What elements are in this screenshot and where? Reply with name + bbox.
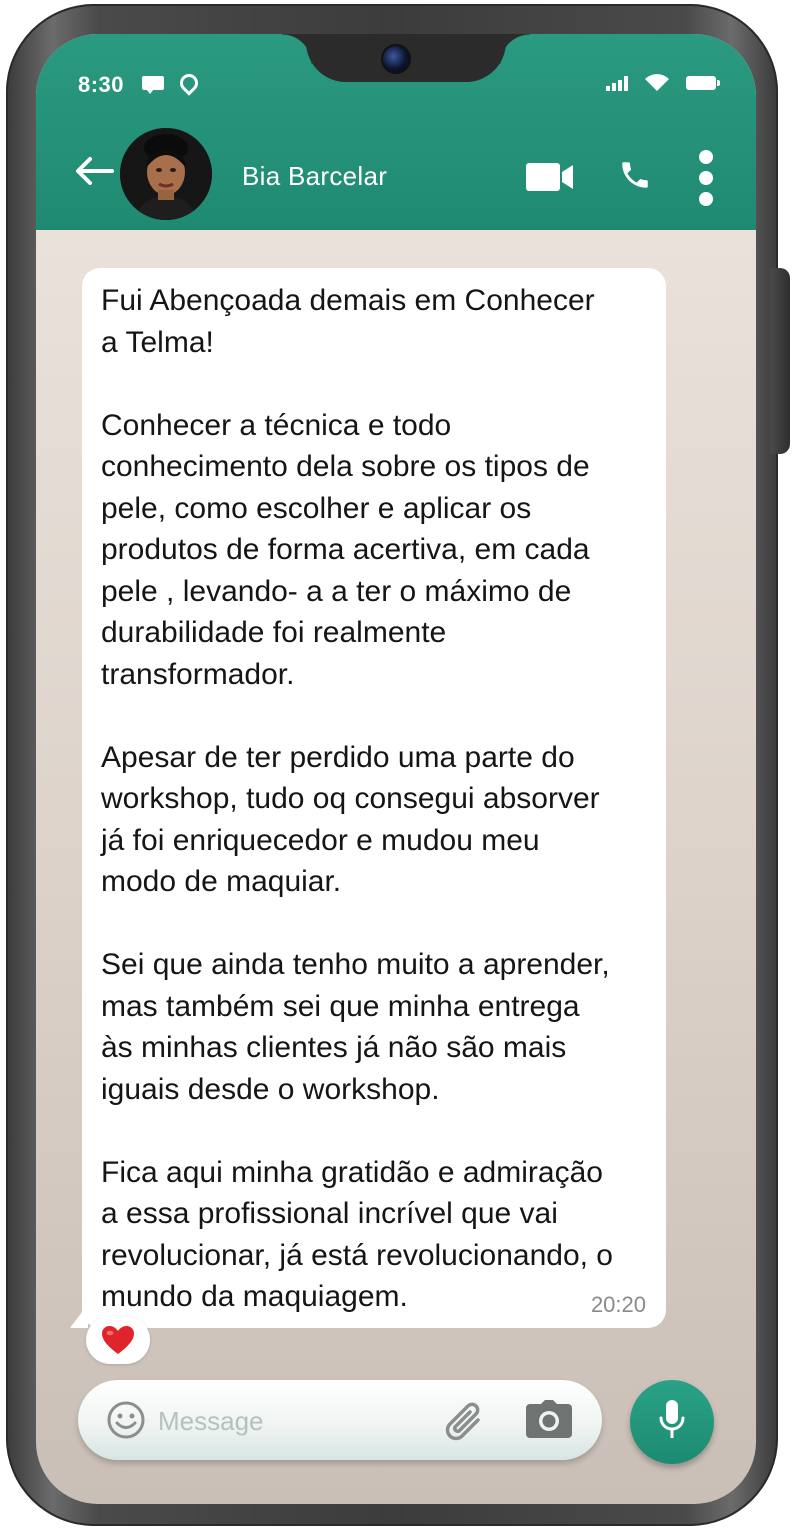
message-notification-icon	[142, 76, 164, 90]
video-call-icon[interactable]	[526, 162, 574, 192]
message-text: Fui Abençoada demais em Conhecer a Telma! Conhecer a técnica e todo conhecimento dela sobre os tipos de pele, como escolher e aplicar os produtos de forma acertiva, em cada pele , levando- a a ter o máximo de durabilidade foi realmente transformador. Apesar de ter perdido uma parte do workshop, tudo oq consegui absorver já foi enriquecedor e mudou meu modo de maquiar. Sei que ainda tenho muito a aprender, mas também sei que minha entrega às minhas clientes já não são mais iguais desde o workshop. Fica aqui minha gratidão e admiração a essa profissional incrível que vai revolucionar, já está revolucionando, o mundo da maquiagem.	[101, 284, 613, 1313]
message-time: 20:20	[590, 1292, 646, 1317]
status-time: 8:30	[78, 72, 125, 97]
microphone-button[interactable]	[630, 1380, 714, 1464]
message-input[interactable]: Message	[158, 1406, 264, 1436]
more-vertical-icon[interactable]	[696, 150, 716, 213]
signal-icon	[606, 75, 628, 91]
phone-call-icon[interactable]	[618, 158, 652, 192]
chat-header	[36, 34, 756, 230]
phone-side-button	[770, 268, 790, 454]
paperclip-icon[interactable]	[444, 1398, 486, 1442]
battery-icon	[686, 76, 716, 90]
location-icon	[176, 70, 201, 95]
avatar-photo	[120, 128, 212, 220]
avatar[interactable]	[120, 128, 212, 220]
chat-screen	[36, 34, 756, 1504]
message-bubble[interactable]	[82, 268, 666, 1328]
wifi-icon	[644, 74, 670, 92]
back-arrow-icon[interactable]	[74, 156, 114, 186]
camera-icon[interactable]	[526, 1400, 572, 1438]
front-camera	[381, 44, 411, 74]
contact-name[interactable]: Bia Barcelar	[242, 161, 388, 191]
status-indicators	[606, 74, 716, 92]
message-input-bar[interactable]	[78, 1380, 602, 1460]
microphone-icon	[658, 1400, 686, 1442]
emoji-icon[interactable]	[106, 1400, 146, 1440]
heart-reaction[interactable]	[86, 1316, 150, 1364]
heart-icon	[101, 1325, 135, 1355]
